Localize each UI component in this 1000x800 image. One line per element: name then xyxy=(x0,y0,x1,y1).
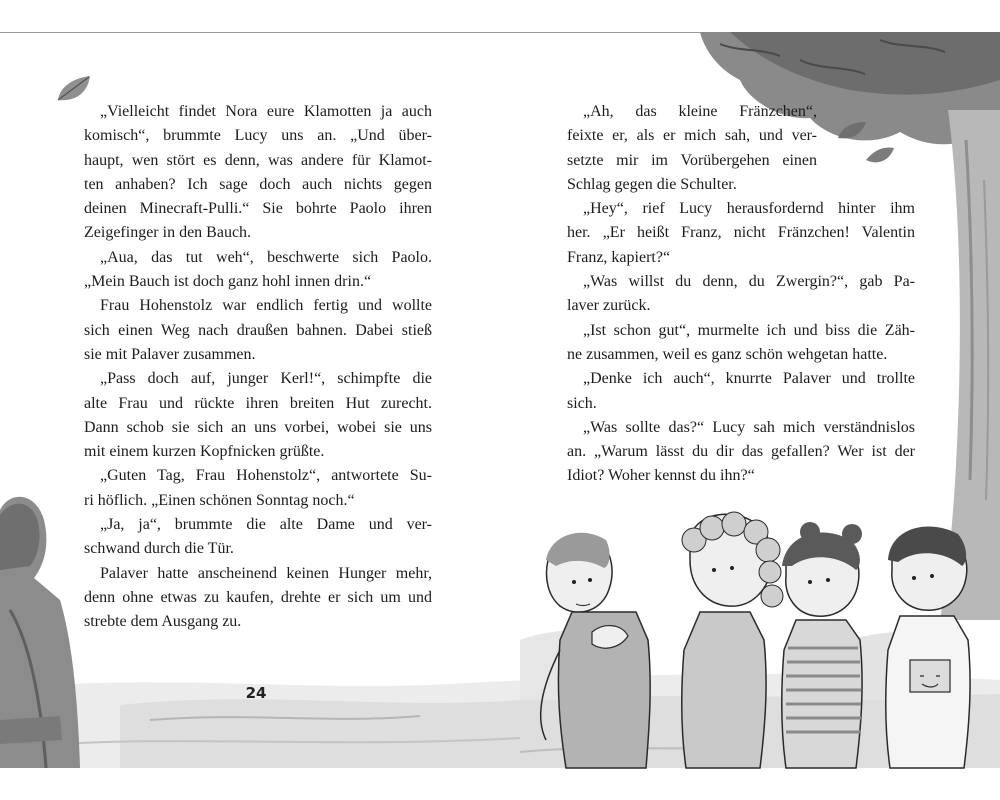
text-line: „Was willst du denn, du Zwergin?“, gab Pa- xyxy=(583,273,915,291)
pigtail-girl-icon xyxy=(782,522,862,768)
text-line: ri höflich. „Einen schönen Sonntag noch.“ xyxy=(84,491,355,509)
text-line: setzte mir im Vorübergehen einen xyxy=(567,151,817,169)
text-line: feixte er, als er mich sah, und ver- xyxy=(567,127,817,145)
text-line: „Was sollte das?“ Lucy sah mich verständnislos xyxy=(583,418,915,436)
text-line: alte Frau und rückte ihren breiten Hut zurecht. xyxy=(84,394,432,412)
text-line: strebte dem Ausgang zu. xyxy=(84,613,242,631)
text-line: Franz, kapiert?“ xyxy=(567,248,671,266)
text-line: Zeigefinger in den Bauch. xyxy=(84,224,252,242)
text-line: „Vielleicht findet Nora eure Klamotten ja auch xyxy=(100,103,432,120)
text-line: „Denke ich auch“, knurrte Palaver und trollte xyxy=(583,370,915,388)
text-line: laver zurück. xyxy=(567,297,651,315)
text-line: her. „Er heißt Franz, nicht Fränzchen! Valentin xyxy=(567,224,915,242)
text-line: deinen Minecraft-Pulli.“ Sie bohrte Paolo ihren xyxy=(84,200,432,218)
page-number: 24 xyxy=(245,684,267,702)
text-line: „Guten Tag, Frau Hohenstolz“, antwortete Su- xyxy=(100,467,432,485)
leaf-icon xyxy=(58,76,90,100)
text-line: Palaver hatte anscheinend keinen Hunger mehr, xyxy=(100,564,432,582)
text-line: sich. xyxy=(567,394,597,412)
text-line: an. „Warum lässt du dir das gefallen? Wer ist der xyxy=(567,443,915,461)
text-line: ten anhaben? Ich sage doch auch nichts gegen xyxy=(84,175,432,193)
text-line: Dann schob sie sich an uns vorbei, wobei sie uns xyxy=(84,418,432,436)
text-line: „Ah, das kleine Fränzchen“, xyxy=(583,103,817,120)
text-line: „Hey“, rief Lucy herausfordernd hinter ihm xyxy=(583,200,915,218)
text-line: Schlag gegen die Schulter. xyxy=(567,175,737,193)
text-line: haupt, wen stört es denn, was andere für Klamot- xyxy=(84,151,432,169)
text-line: Frau Hohenstolz war endlich fertig und wollte xyxy=(100,297,432,315)
text-line: „Aua, das tut weh“, beschwerte sich Paolo. xyxy=(100,248,432,266)
text-line: sie mit Palaver zusammen. xyxy=(84,345,256,363)
boy-cube-shirt-icon xyxy=(886,526,970,768)
text-line: Idiot? Woher kennst du ihn?“ xyxy=(567,467,755,485)
text-line: ne zusammen, weil es ganz schön wehgetan hatte. xyxy=(567,345,888,363)
text-line: „Pass doch auf, junger Kerl!“, schimpfte die xyxy=(100,370,432,388)
right-page-text xyxy=(567,100,915,489)
text-line: denn ohne etwas zu kaufen, drehte er sich um und xyxy=(84,588,432,606)
text-line: komisch“, brummte Lucy uns an. „Und über- xyxy=(84,127,432,145)
text-line: sich einen Weg nach draußen bahnen. Dabei stieß xyxy=(84,321,432,339)
text-line: „Ist schon gut“, murmelte ich und biss die Zäh- xyxy=(583,321,915,339)
text-line: mit einem kurzen Kopfnicken grüßte. xyxy=(84,443,325,461)
text-line: schwand durch die Tür. xyxy=(84,540,234,558)
text-line: „Mein Bauch ist doch ganz hohl innen drin.“ xyxy=(84,273,372,291)
hooded-figure-icon xyxy=(0,497,80,768)
text-line: „Ja, ja“, brummte die alte Dame und ver- xyxy=(100,516,432,534)
left-page-text xyxy=(84,100,432,635)
